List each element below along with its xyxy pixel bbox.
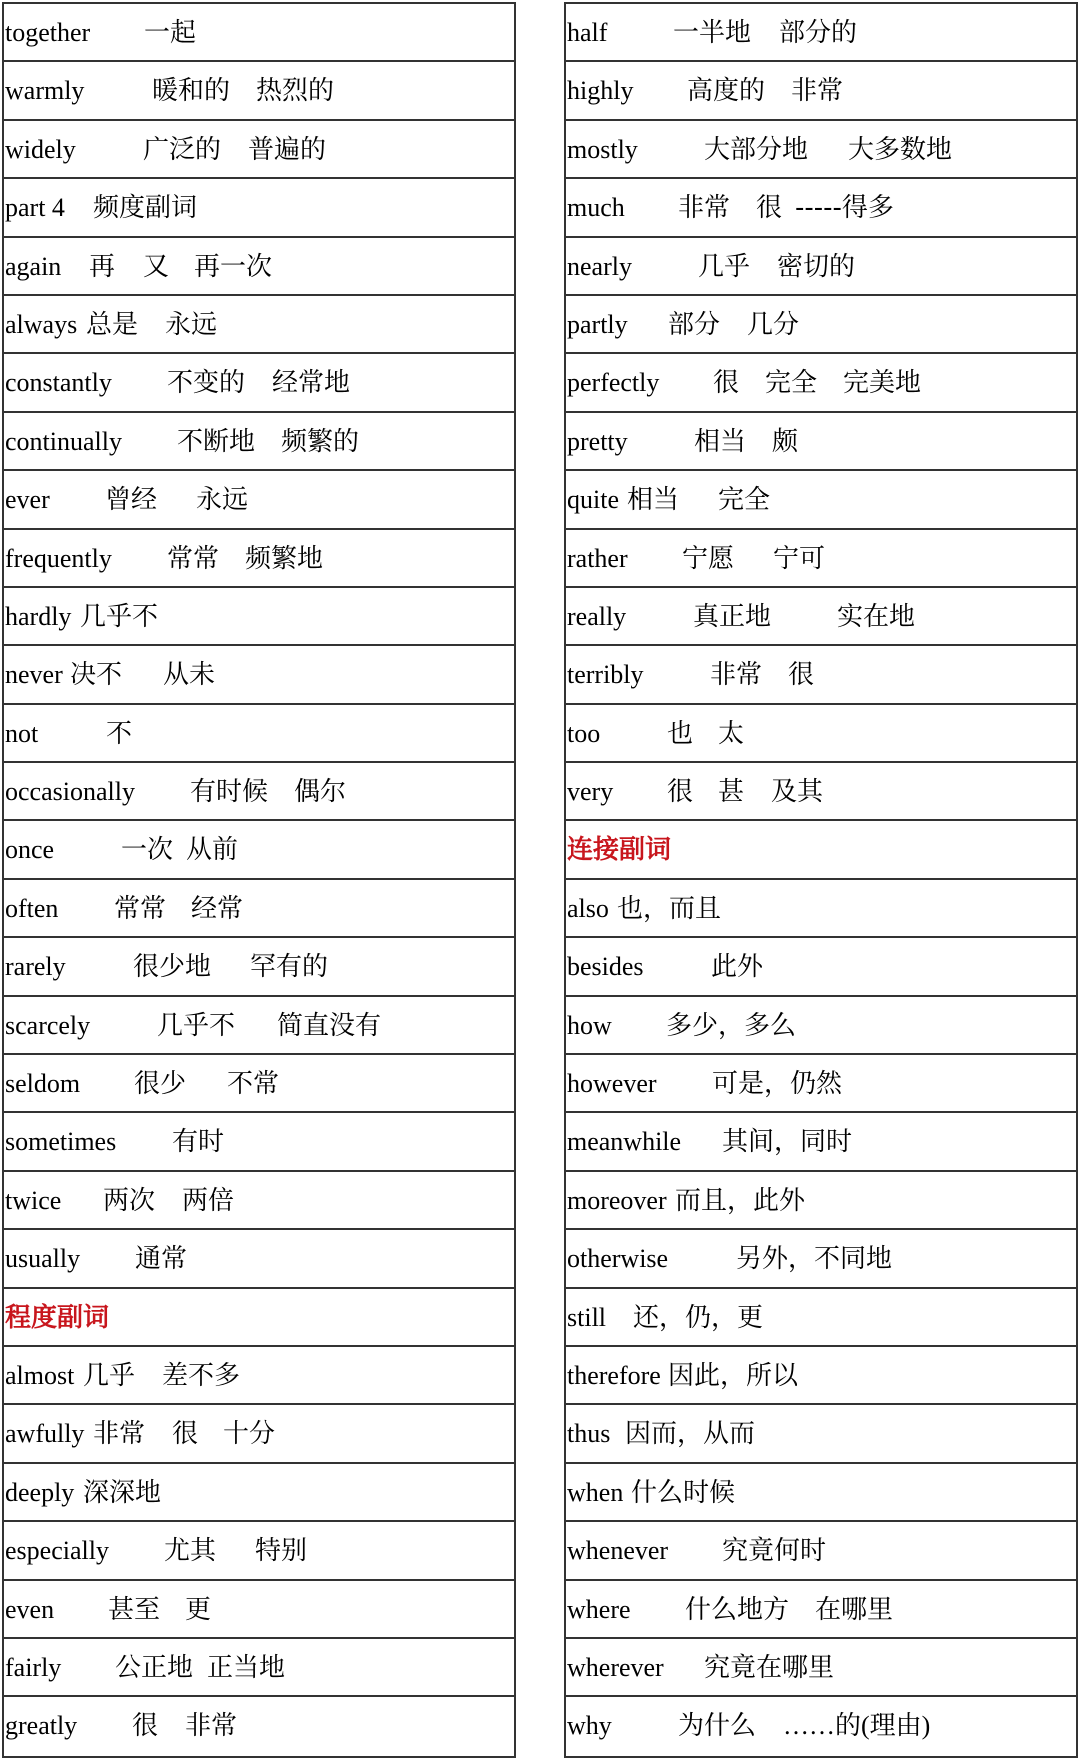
table-row: [566, 530, 1076, 588]
table-row: [4, 880, 514, 938]
table-row: [566, 938, 1076, 996]
table-row: [4, 413, 514, 471]
chinese-meaning: 非常: [678, 193, 731, 224]
chinese-meaning: 颇: [772, 426, 799, 457]
english-word: wherever: [567, 1652, 664, 1682]
table-row: [4, 62, 514, 120]
chinese-meaning: 也，而且: [617, 893, 722, 924]
chinese-meaning: 更: [185, 1594, 212, 1625]
english-word: perfectly: [567, 368, 660, 398]
chinese-meaning: 多少，多么: [666, 1010, 797, 1041]
english-word: quite: [567, 485, 619, 515]
table-row: [4, 763, 514, 821]
chinese-meaning: 通常: [135, 1244, 188, 1275]
chinese-meaning: 宁可: [773, 543, 826, 574]
table-row: [4, 354, 514, 412]
table-row: [566, 1581, 1076, 1639]
table-row: [4, 997, 514, 1055]
chinese-meaning: 几乎不: [80, 601, 159, 632]
table-row: [566, 1464, 1076, 1522]
chinese-meaning: 几乎: [83, 1360, 136, 1391]
chinese-meaning: 而且，此外: [675, 1185, 806, 1216]
english-word: terribly: [567, 660, 644, 690]
table-row: [4, 1697, 514, 1755]
chinese-meaning: 有时: [172, 1127, 225, 1158]
chinese-meaning: 永远: [196, 485, 249, 516]
english-word: often: [5, 893, 59, 923]
english-word: rather: [567, 543, 628, 573]
table-row: [4, 588, 514, 646]
english-word: twice: [5, 1185, 62, 1215]
table-row: [4, 530, 514, 588]
english-word: seldom: [5, 1069, 81, 1099]
english-word: almost: [5, 1360, 75, 1390]
english-word: too: [567, 718, 601, 748]
chinese-meaning: 几乎不: [157, 1010, 236, 1041]
table-row: [4, 296, 514, 354]
chinese-meaning: 几分: [747, 309, 800, 340]
chinese-meaning: 经常: [191, 893, 244, 924]
chinese-meaning: 非常: [93, 1419, 146, 1450]
chinese-meaning: 常常: [114, 893, 167, 924]
english-word: highly: [567, 76, 634, 106]
table-row: [566, 1289, 1076, 1347]
chinese-meaning: 高度的: [687, 76, 766, 107]
english-word: scarcely: [5, 1010, 91, 1040]
table-row: [4, 1055, 514, 1113]
chinese-meaning: 简直没有: [277, 1010, 382, 1041]
chinese-meaning: 一起: [144, 18, 197, 48]
chinese-meaning: 很少: [134, 1069, 187, 1100]
table-row: [4, 1172, 514, 1230]
chinese-meaning: 部分: [668, 309, 721, 340]
table-row: [566, 179, 1076, 237]
chinese-meaning: 在哪里: [815, 1594, 894, 1625]
english-word: therefore: [567, 1360, 661, 1390]
chinese-meaning: 偶尔: [294, 777, 347, 808]
table-row: [566, 1639, 1076, 1697]
english-word: awfully: [5, 1419, 85, 1449]
chinese-meaning: 非常: [185, 1711, 238, 1742]
chinese-meaning: 甚至: [108, 1594, 161, 1625]
chinese-meaning: 很少地: [133, 952, 212, 983]
chinese-meaning: 差不多: [162, 1360, 241, 1391]
table-row: [566, 1522, 1076, 1580]
table-row: [566, 1172, 1076, 1230]
chinese-meaning: 经常地: [272, 368, 351, 399]
english-word: constantly: [5, 368, 112, 398]
chinese-meaning: 因而，从而: [625, 1419, 756, 1450]
english-word: usually: [5, 1244, 81, 1274]
chinese-meaning: 非常: [710, 660, 763, 691]
english-word: rarely: [5, 952, 66, 982]
table-row: [566, 296, 1076, 354]
english-word: moreover: [567, 1185, 667, 1215]
table-row: [4, 179, 514, 237]
table-row: [4, 4, 514, 62]
section-heading-row: [566, 821, 1076, 879]
chinese-meaning: 可是，仍然: [712, 1069, 843, 1100]
table-row: [4, 1581, 514, 1639]
chinese-meaning: 永远: [165, 309, 218, 340]
english-word: really: [567, 601, 627, 631]
english-word: whenever: [567, 1536, 669, 1566]
chinese-meaning: 此外: [711, 952, 764, 983]
section-heading: 程度副词: [5, 1302, 110, 1333]
chinese-meaning: 太: [718, 718, 745, 749]
english-word: frequently: [5, 543, 112, 573]
table-row: [4, 1405, 514, 1463]
table-row: [4, 1230, 514, 1288]
table-row: [4, 1464, 514, 1522]
chinese-meaning: 另外，不同地: [736, 1244, 893, 1275]
chinese-meaning: -----得多: [795, 193, 894, 224]
chinese-meaning: 从前: [186, 835, 239, 866]
chinese-meaning: 很: [788, 660, 815, 691]
english-word: however: [567, 1069, 657, 1099]
chinese-meaning: ……的(理由): [783, 1711, 931, 1741]
table-row: [566, 471, 1076, 529]
english-word: widely: [5, 134, 76, 164]
chinese-meaning: 再: [89, 251, 116, 282]
chinese-meaning: 两倍: [182, 1185, 235, 1216]
chinese-meaning: 公正地: [115, 1652, 194, 1683]
table-row: [4, 1522, 514, 1580]
chinese-meaning: 频繁的: [281, 426, 360, 457]
chinese-meaning: 两次: [103, 1185, 156, 1216]
english-word: half: [567, 18, 608, 47]
chinese-meaning: 常常: [167, 543, 220, 574]
chinese-meaning: 完全: [718, 485, 771, 516]
chinese-meaning: 有时候: [190, 777, 269, 808]
table-row: [566, 1113, 1076, 1171]
english-word: how: [567, 1010, 612, 1040]
left-vocab-table: [2, 2, 516, 1758]
chinese-meaning: 尤其: [164, 1536, 217, 1567]
chinese-meaning: 真正地: [693, 601, 772, 632]
chinese-meaning: 部分的: [779, 18, 858, 48]
chinese-meaning: 决不: [70, 660, 123, 691]
chinese-meaning: 不断地: [177, 426, 256, 457]
english-word: especially: [5, 1536, 109, 1566]
english-word: much: [567, 193, 625, 223]
chinese-meaning: 实在地: [837, 601, 916, 632]
table-row: [566, 4, 1076, 62]
table-row: [566, 588, 1076, 646]
section-heading-row: [4, 1289, 514, 1347]
english-word: partly: [567, 309, 628, 339]
chinese-meaning: 很: [132, 1711, 159, 1742]
english-word: warmly: [5, 76, 85, 106]
table-row: [566, 763, 1076, 821]
english-word: again: [5, 251, 62, 281]
english-word: sometimes: [5, 1127, 117, 1157]
table-row: [566, 880, 1076, 938]
english-word: deeply: [5, 1477, 75, 1507]
table-row: [566, 413, 1076, 471]
table-row: [566, 62, 1076, 120]
english-word: ever: [5, 485, 50, 515]
chinese-meaning: 完美地: [843, 368, 922, 399]
english-word: when: [567, 1477, 624, 1507]
english-word: continually: [5, 426, 122, 456]
chinese-meaning: 不: [106, 718, 133, 749]
chinese-meaning: 很: [713, 368, 740, 399]
table-row: [4, 1639, 514, 1697]
chinese-meaning: 几乎: [698, 251, 751, 282]
chinese-meaning: 什么时候: [631, 1477, 736, 1508]
chinese-meaning: 甚: [718, 777, 745, 808]
chinese-meaning: 又: [143, 251, 170, 282]
table-row: [566, 1697, 1076, 1755]
chinese-meaning: 宁愿: [682, 543, 735, 574]
chinese-meaning: 大多数地: [848, 134, 953, 165]
english-word: once: [5, 835, 55, 865]
table-row: [566, 1347, 1076, 1405]
table-row: [566, 1230, 1076, 1288]
chinese-meaning: 一半地: [673, 18, 752, 48]
chinese-meaning: 因此，所以: [668, 1360, 799, 1391]
table-row: [566, 997, 1076, 1055]
english-word: very: [567, 777, 614, 807]
chinese-meaning: 普遍的: [248, 134, 327, 165]
chinese-meaning: 再一次: [194, 251, 273, 282]
chinese-meaning: 十分: [223, 1419, 276, 1450]
table-row: [4, 121, 514, 179]
table-row: [4, 705, 514, 763]
chinese-meaning: 曾经: [105, 485, 158, 516]
english-word: hardly: [5, 601, 72, 631]
chinese-meaning: 罕有的: [250, 952, 329, 983]
english-word: where: [567, 1594, 631, 1624]
table-row: [566, 1055, 1076, 1113]
chinese-meaning: 暖和的: [152, 76, 231, 107]
english-word: part 4: [5, 193, 65, 223]
english-word: never: [5, 660, 63, 690]
table-row: [566, 705, 1076, 763]
english-word: still: [567, 1302, 607, 1332]
chinese-meaning: 广泛的: [143, 134, 222, 165]
chinese-meaning: 总是: [86, 309, 139, 340]
english-word: nearly: [567, 251, 632, 281]
chinese-meaning: 及其: [771, 777, 824, 808]
table-row: [4, 238, 514, 296]
english-word: mostly: [567, 134, 638, 164]
chinese-meaning: 很: [667, 777, 694, 808]
english-word: pretty: [567, 426, 628, 456]
chinese-meaning: 不变的: [167, 368, 246, 399]
chinese-meaning: 其间，同时: [722, 1127, 853, 1158]
chinese-meaning: 相当: [627, 485, 680, 516]
chinese-meaning: 频度副词: [93, 193, 198, 224]
right-vocab-table: [564, 2, 1078, 1758]
table-row: [566, 238, 1076, 296]
table-row: [566, 646, 1076, 704]
chinese-meaning: 密切的: [777, 251, 856, 282]
chinese-meaning: 相当: [694, 426, 747, 457]
chinese-meaning: 还，仍，更: [633, 1302, 764, 1333]
chinese-meaning: 一次: [121, 835, 174, 866]
table-row: [4, 646, 514, 704]
chinese-meaning: 很: [172, 1419, 199, 1450]
chinese-meaning: 热烈的: [256, 76, 335, 107]
table-row: [4, 821, 514, 879]
table-row: [566, 121, 1076, 179]
chinese-meaning: 不常: [227, 1069, 280, 1100]
english-word: together: [5, 18, 91, 47]
chinese-meaning: 很: [756, 193, 783, 224]
chinese-meaning: 大部分地: [704, 134, 809, 165]
english-word: even: [5, 1594, 55, 1624]
chinese-meaning: 也: [667, 718, 694, 749]
chinese-meaning: 从未: [163, 660, 216, 691]
english-word: also: [567, 893, 609, 923]
table-row: [566, 1405, 1076, 1463]
chinese-meaning: 特别: [255, 1536, 308, 1567]
chinese-meaning: 什么地方: [685, 1594, 790, 1625]
chinese-meaning: 深深地: [83, 1477, 162, 1508]
table-row: [566, 354, 1076, 412]
chinese-meaning: 究竟何时: [722, 1536, 827, 1567]
english-word: occasionally: [5, 777, 135, 807]
table-row: [4, 471, 514, 529]
table-row: [4, 938, 514, 996]
english-word: meanwhile: [567, 1127, 682, 1157]
english-word: otherwise: [567, 1244, 669, 1274]
table-row: [4, 1347, 514, 1405]
table-row: [4, 1113, 514, 1171]
english-word: always: [5, 309, 78, 339]
english-word: besides: [567, 952, 644, 982]
chinese-meaning: 究竟在哪里: [704, 1652, 835, 1683]
chinese-meaning: 频繁地: [245, 543, 324, 574]
chinese-meaning: 完全: [765, 368, 818, 399]
section-heading: 连接副词: [567, 835, 672, 866]
chinese-meaning: 为什么: [678, 1711, 757, 1742]
chinese-meaning: 非常: [791, 76, 844, 107]
english-word: greatly: [5, 1711, 78, 1741]
english-word: fairly: [5, 1652, 62, 1682]
english-word: not: [5, 718, 39, 748]
chinese-meaning: 正当地: [207, 1652, 286, 1683]
english-word: why: [567, 1711, 612, 1741]
english-word: thus: [567, 1419, 611, 1449]
